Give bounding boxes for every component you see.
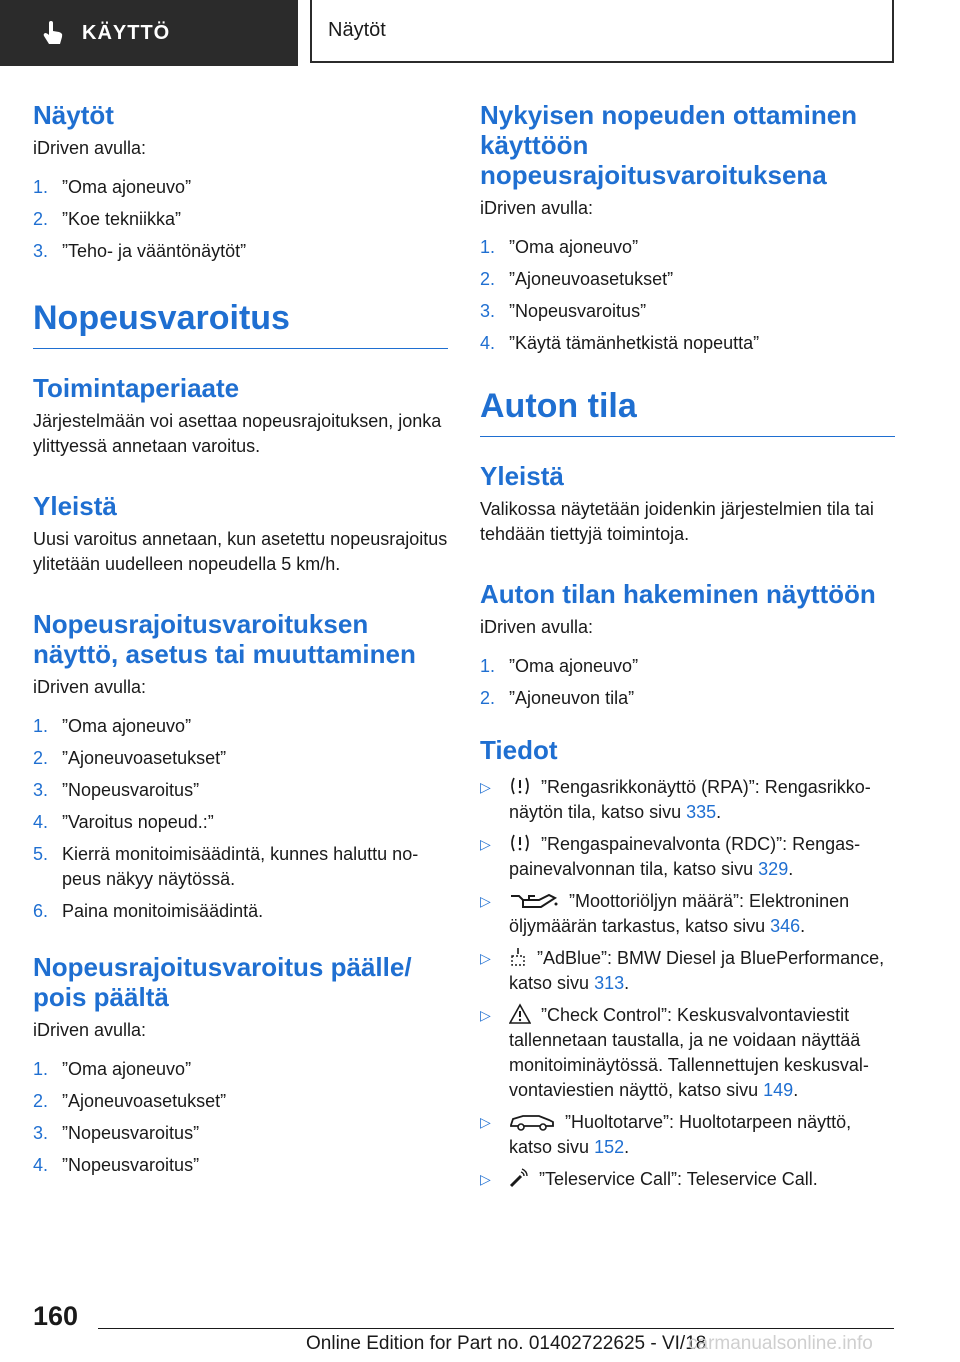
list-item: 1. ”Oma ajoneuvo” [480,656,639,676]
list-item: 2. ”Ajoneuvoasetukset” [33,1091,227,1111]
tiedot-list [480,775,895,1192]
watermark: carmanualsonline.info [688,1333,873,1354]
service-car-icon [509,1110,555,1132]
section-heading-nykyisen: Nykyisen nopeuden ottaminen käyttöön nopeusrajoitusvaroituksena [480,100,858,190]
chapter-box [310,0,894,63]
page-link[interactable]: 346 [770,916,801,936]
list-item: ▷ ”Check Control”: Keskusvalvontaviestit tallennetaan taustalla, ja ne voidaan näyttää monitoiminäytössä. Tallennettujen keskusvalvontaviestien näyttö, katso sivu 149. [480,1005,869,1100]
list-item: 4. ”Varoitus nopeud.:” [33,812,214,832]
list-item: ▷ ”Rengasrikkonäyttö (RPA)”: Rengasrikkonäytön tila, katso sivu 335. [480,777,871,822]
page-link[interactable]: 313 [594,973,625,993]
section-heading-naytot: Näytöt [33,100,114,130]
chapter-heading-nopeusvaroitus: Nopeusvaroitus [33,298,448,349]
naytto-asetus-steps [33,714,448,924]
hand-pointer-icon [40,20,66,46]
list-item: 1. ”Oma ajoneuvo” [33,1059,192,1079]
right-column [480,100,895,1199]
section-heading-tiedot: Tiedot [480,735,558,765]
list-item: 3. ”Nopeusvaroitus” [33,780,200,800]
tire-warning-icon [509,775,531,797]
list-item: 1. ”Oma ajoneuvo” [33,177,192,197]
toimintaperiaate-text: Järjestelmään voi asettaa nopeusrajoituksen, jonka ylittyessä annetaan varoitus. [33,411,442,456]
list-item: ▷ ”Teleservice Call”: Teleservice Call. [480,1167,895,1192]
list-item: 2. ”Ajoneuvoasetukset” [480,269,674,289]
teleservice-icon [509,1167,529,1189]
chapter-heading-auton-tila: Auton tila [480,386,895,437]
list-item: ▷ ”AdBlue”: BMW Diesel ja BluePerformance, katso sivu 313. [480,948,885,993]
bullet-marker: ▷ [480,1114,491,1130]
naytto-asetus-intro: iDriven avulla: [33,677,147,697]
tire-warning-icon [509,832,531,854]
naytot-steps [33,175,448,264]
section-heading-toimintaperiaate: Toimintaperiaate [33,373,240,403]
bullet-marker: ▷ [480,950,491,966]
page-footer [0,1295,960,1362]
edition-text: Online Edition for Part no. 01402722625 - VI/18 [306,1333,707,1354]
chapter-label: Näytöt [328,19,386,41]
list-item: 3. ”Nopeusvaroitus” [33,1123,200,1143]
list-item: 2. ”Ajoneuvon tila” [480,688,635,708]
yleista-right-text: Valikossa näytetään joidenkin järjestelmien tila tai tehdään tiettyjä toimintoja. [480,499,874,544]
page-link[interactable]: 329 [758,859,789,879]
list-item: 1. ”Oma ajoneuvo” [33,716,192,736]
page-link[interactable]: 152 [594,1137,625,1157]
list-item: ▷ ”Rengaspainevalvonta (RDC)”: Rengaspainevalvonnan tila, katso sivu 329. [480,834,861,879]
page-link[interactable]: 149 [763,1080,794,1100]
bullet-marker: ▷ [480,1171,491,1187]
hakeminen-steps [480,654,895,711]
nykyisen-intro: iDriven avulla: [480,198,594,218]
list-item: ▷ ”Huoltotarve”: Huoltotarpeen näyttö, katso sivu 152. [480,1112,852,1157]
paalle-pois-steps [33,1057,448,1178]
list-item: 2. ”Ajoneuvoasetukset” [33,748,227,768]
list-item: 4. ”Nopeusvaroitus” [33,1155,200,1175]
yleista-text: Uusi varoitus annetaan, kun asetettu nopeusrajoitus ylitetään uudelleen nopeudella 5 km/h. [33,529,448,574]
hakeminen-intro: iDriven avulla: [480,617,594,637]
bullet-marker: ▷ [480,836,491,852]
nykyisen-steps [480,235,895,356]
bullet-marker: ▷ [480,779,491,795]
section-heading-naytto-asetus: Nopeusrajoitusvaroituksen näyttö, asetus tai muuttaminen [33,609,416,669]
page-header [0,0,960,66]
section-heading-paalle-pois: Nopeusrajoitusvaroitus päälle/ pois päältä [33,952,412,1012]
list-item: 6. Paina monitoimisäädintä. [33,901,264,921]
section-heading-yleista-right: Yleistä [480,461,564,491]
warning-triangle-icon [509,1003,531,1025]
section-label: KÄYTTÖ [82,21,171,44]
bullet-marker: ▷ [480,1007,491,1023]
footer-divider [98,1328,894,1329]
list-item: 5. Kierrä monitoimisäädintä, kunnes haluttu nopeus näkyy näytössä. [33,844,419,889]
page-number: 160 [33,1301,79,1331]
adblue-icon [509,946,527,968]
section-heading-yleista: Yleistä [33,491,117,521]
list-item: 3. ”Teho- ja vääntönäytöt” [33,241,247,261]
bullet-marker: ▷ [480,893,491,909]
oil-can-icon [509,889,559,911]
paalle-pois-intro: iDriven avulla: [33,1020,147,1040]
section-heading-hakeminen: Auton tilan hakeminen näyttöön [480,579,876,609]
list-item: 2. ”Koe tekniikka” [33,209,182,229]
list-item: ▷ ”Moottoriöljyn määrä”: Elektroninen öljymäärän tarkastus, katso sivu 346. [480,891,850,936]
list-item: 3. ”Nopeusvaroitus” [480,301,647,321]
list-item: 4. ”Käytä tämänhetkistä nopeutta” [480,333,760,353]
section-tab [0,0,298,66]
page-link[interactable]: 335 [686,802,717,822]
left-column [33,100,448,1185]
naytot-intro: iDriven avulla: [33,138,147,158]
list-item: 1. ”Oma ajoneuvo” [480,237,639,257]
